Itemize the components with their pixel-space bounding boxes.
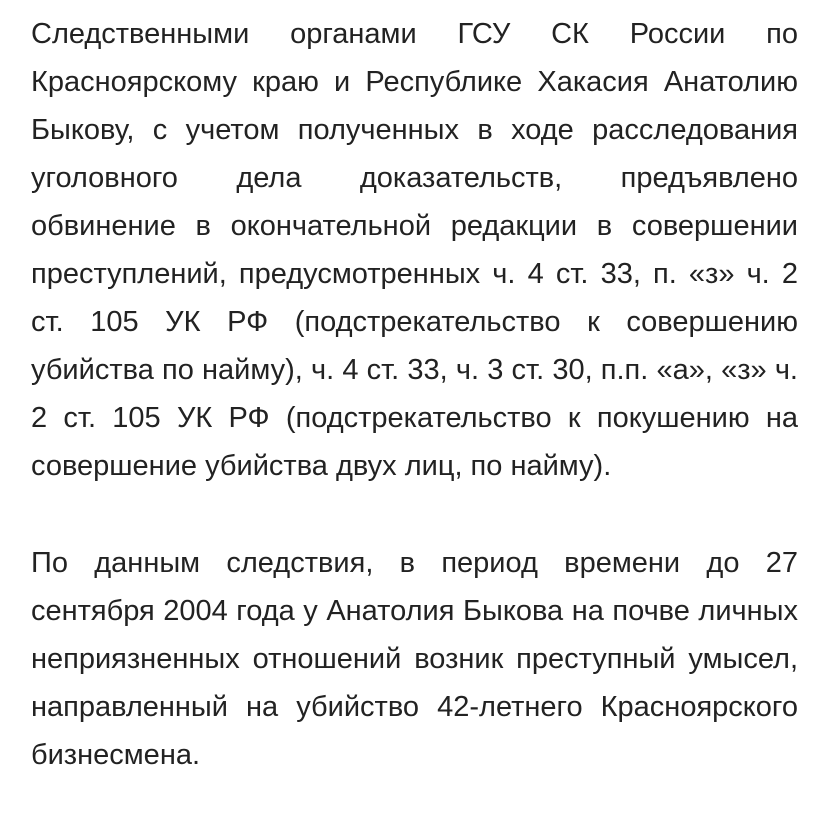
paragraph-charges: Следственными органами ГСУ СК России по Красноярскому краю и Республике Хакасия Анатолию Быкову, с учетом полученных в ходе расследования уголовного дела доказательств, предъявлено обвинение в окончательной редакции в совершении преступлений, предусмотренных ч. 4 ст. 33, п. «з» ч. 2 ст. 105 УК РФ (подстрекательство к совершению убийства по найму), ч. 4 ст. 33, ч. 3 ст. 30, п.п. «а», «з» ч. 2 ст. 105 УК РФ (подстрекательство к покушению на совершение убийства двух лиц, по найму). — [31, 18, 798, 482]
paragraph-investigation: По данным следствия, в период времени до 27 сентября 2004 года у Анатолия Быкова на почве личных неприязненных отношений возник преступный умысел, направленный на убийство 42-летнего Красноярского бизнесмена. — [31, 547, 798, 771]
